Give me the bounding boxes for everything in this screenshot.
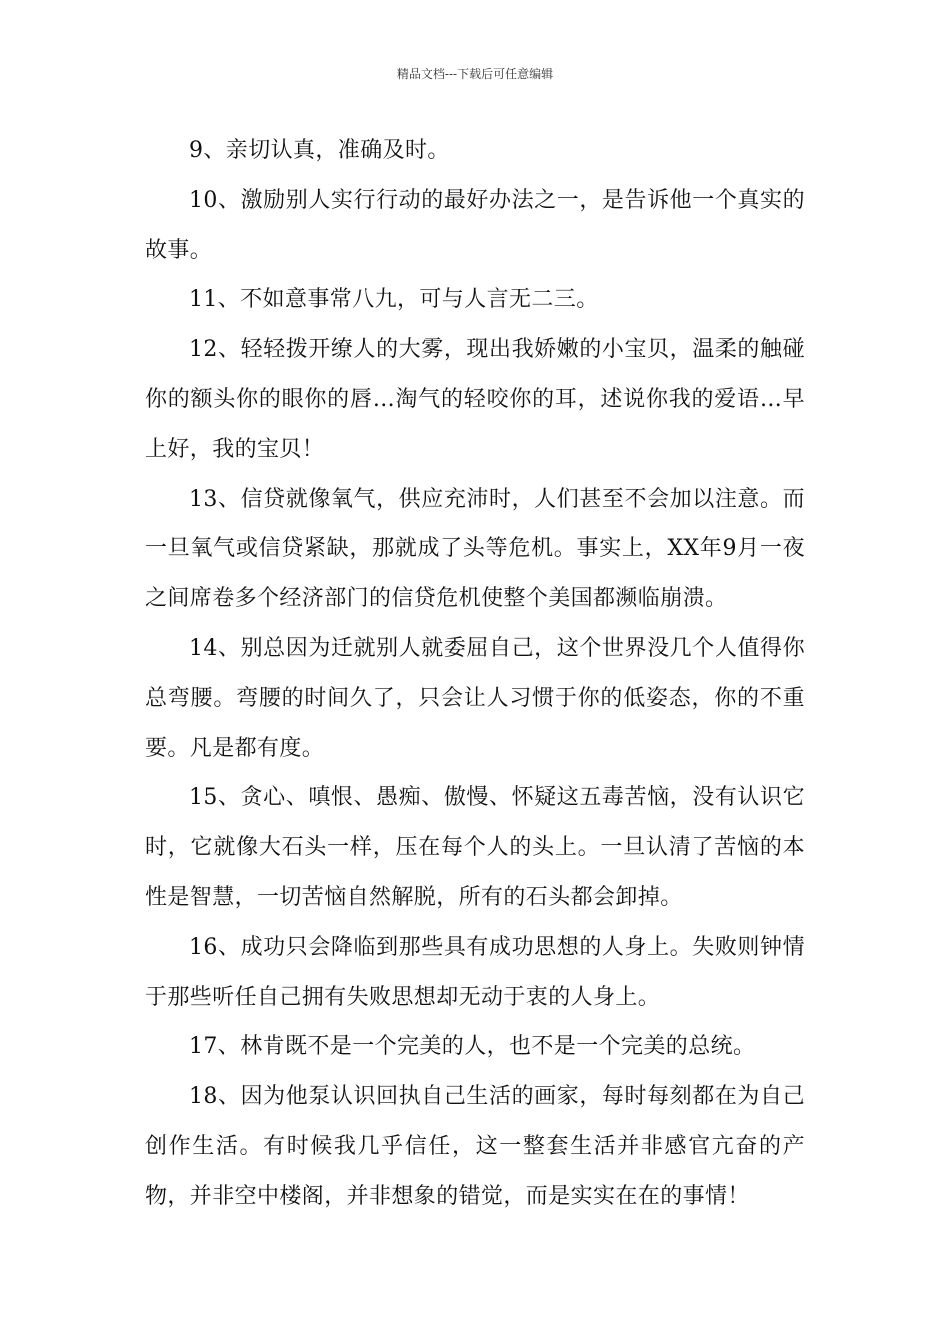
page-header: 精品文档---下载后可任意编辑 — [396, 67, 554, 81]
paragraph-12: 12、轻轻拨开缭人的大雾，现出我娇嫩的小宝贝，温柔的触碰你的额头你的眼你的唇…淘气的轻咬你的耳，述说你我的爱语…早上好，我的宝贝！ — [145, 337, 805, 462]
paragraph-16: 16、成功只会降临到那些具有成功思想的人身上。失败则钟情于那些听任自己拥有失败思想却无动于衷的人身上。 — [145, 934, 805, 1010]
paragraph-18: 18、因为他泵认识回执自己生活的画家，每时每刻都在为自己创作生活。有时候我几乎信任，这一整套生活并非感官亢奋的产物，并非空中楼阁，并非想象的错觉，而是实实在在的事情！ — [145, 1084, 805, 1209]
paragraph-13: 13、信贷就像氧气，供应充沛时，人们甚至不会加以注意。而一旦氧气或信贷紧缺，那就成了头等危机。事实上，XX年9月一夜之间席卷多个经济部门的信贷危机使整个美国都濒临崩溃。 — [145, 486, 805, 612]
paragraph-10: 10、激励别人实行行动的最好办法之一，是告诉他一个真实的故事。 — [145, 187, 805, 263]
paragraph-9: 9、亲切认真，准确及时。 — [189, 138, 450, 163]
document-body — [145, 126, 805, 1222]
paragraph-11: 11、不如意事常八九，可与人言无二三。 — [189, 287, 599, 313]
paragraph-17: 17、林肯既不是一个完美的人，也不是一个完美的总统。 — [189, 1034, 756, 1060]
paragraph-14: 14、别总因为迁就别人就委屈自己，这个世界没几个人值得你总弯腰。弯腰的时间久了，只会让人习惯于你的低姿态，你的不重要。凡是都有度。 — [145, 635, 805, 761]
paragraph-15: 15、贪心、嗔恨、愚痴、傲慢、怀疑这五毒苦恼，没有认识它时，它就像大石头一样，压在每个人的头上。一旦认清了苦恼的本性是智慧，一切苦恼自然解脱，所有的石头都会卸掉。 — [145, 785, 805, 910]
